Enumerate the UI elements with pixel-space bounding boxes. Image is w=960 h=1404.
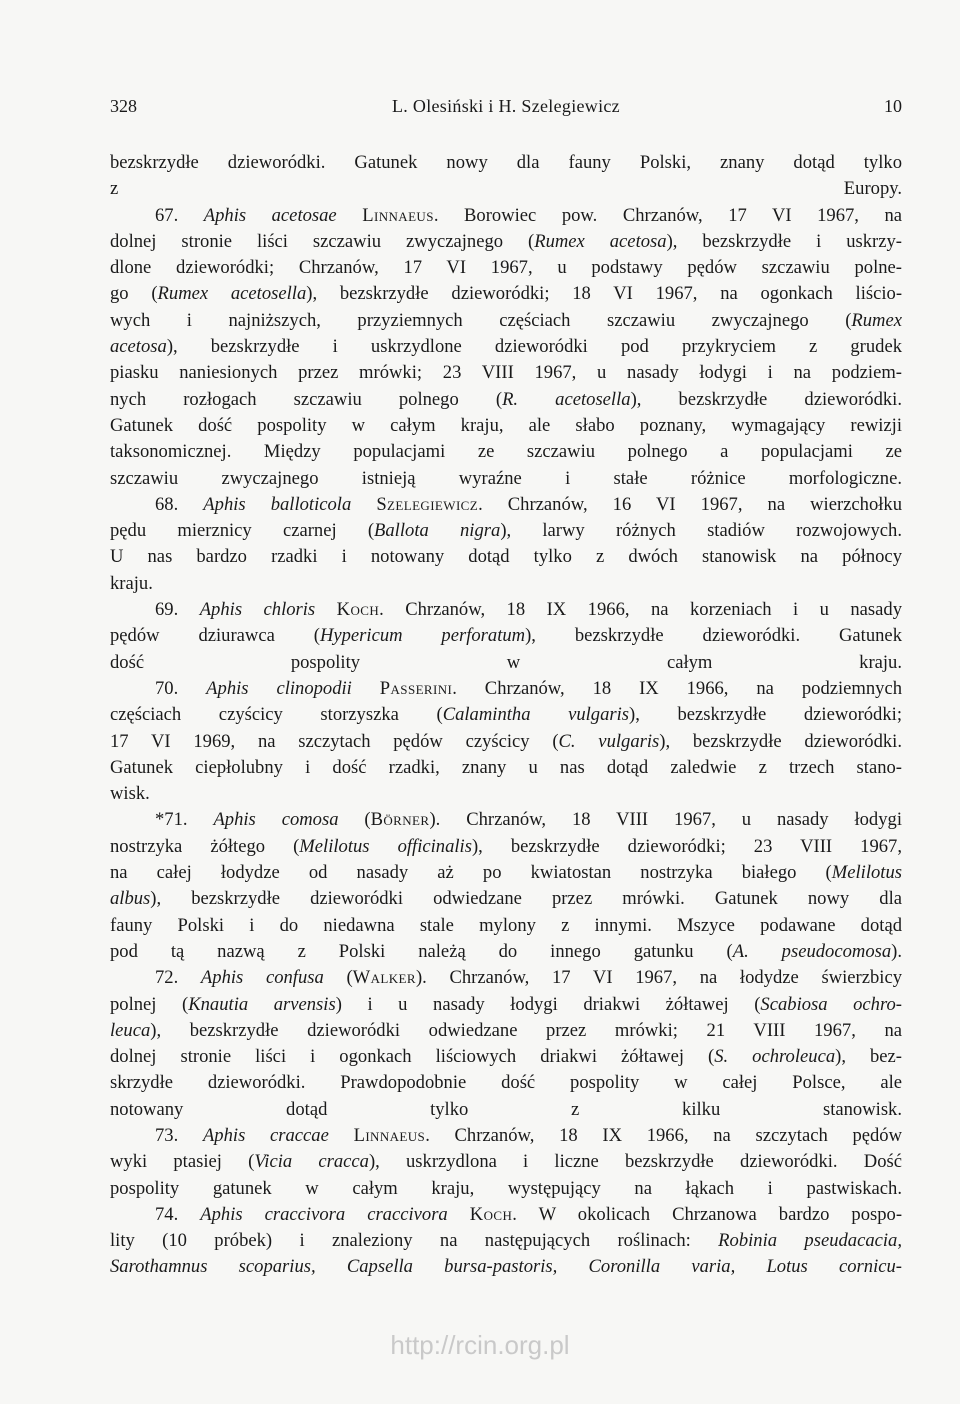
text-span: pędu mierznicy czarnej ( bbox=[110, 520, 375, 542]
text-line bbox=[110, 308, 902, 334]
text-span: polnej ( bbox=[110, 993, 189, 1015]
text-span: . W okolicach Chrzanowa bardzo pospo- bbox=[512, 1203, 903, 1225]
text-line bbox=[110, 702, 902, 728]
text-span: ), uskrzydlona i liczne bezskrzydłe dzieworódki. Dość bbox=[368, 1151, 902, 1173]
italic-taxon: A. pseudocomosa bbox=[732, 940, 892, 962]
italic-taxon: Vicia cracca bbox=[254, 1151, 369, 1173]
text-line bbox=[110, 492, 902, 518]
italic-taxon: Aphis craccae bbox=[202, 1124, 329, 1146]
italic-taxon: Aphis clinopodii bbox=[206, 677, 352, 699]
source-watermark: http://rcin.org.pl bbox=[390, 1330, 570, 1360]
italic-taxon: leuca bbox=[110, 1019, 151, 1041]
italic-taxon: Aphis balloticola bbox=[203, 493, 352, 515]
text-line bbox=[110, 1097, 902, 1123]
italic-taxon: Rumex bbox=[851, 309, 902, 331]
text-span: szczawiu zwyczajnego istnieją wyraźne i stałe różnice morfologiczne. bbox=[110, 467, 902, 489]
text-span: wyki ptasiej ( bbox=[110, 1151, 255, 1173]
text-span: 73. bbox=[155, 1124, 203, 1146]
text-span: pędów dziurawca ( bbox=[110, 625, 320, 647]
text-span: ), bezskrzydłe dzieworódki; 18 VI 1967, na ogonkach liścio- bbox=[306, 283, 903, 305]
text-line bbox=[110, 1070, 902, 1096]
italic-taxon: Ballota nigra bbox=[374, 520, 501, 542]
text-line bbox=[110, 1228, 902, 1254]
text-span: . Chrzanów, 16 VI 1967, na wierzchołku bbox=[478, 493, 903, 515]
text-span bbox=[329, 1125, 354, 1146]
text-span: fauny Polski i do niedawna stale mylony z innymi. Mszyce podawane dotąd bbox=[110, 914, 902, 936]
text-span: Gatunek dość pospolity w całym kraju, ale słabo poznany, wymagający rewizji bbox=[110, 414, 902, 436]
text-span: nostrzyka żółtego ( bbox=[110, 835, 300, 857]
text-span: lity (10 próbek) i znaleziony na następujących roślinach: bbox=[110, 1230, 719, 1252]
text-span bbox=[351, 494, 376, 515]
text-span: Gatunek ciepłolubny i dość rzadki, znany u nas dotąd zaledwie z trzech stano- bbox=[110, 756, 902, 778]
text-line bbox=[110, 176, 902, 202]
text-span: ), bezskrzydłe dzieworódki. bbox=[659, 730, 902, 752]
text-line bbox=[110, 413, 902, 439]
text-span: ). Chrzanów, 18 VIII 1967, u nasady łodygi bbox=[429, 809, 902, 831]
text-span: na całej łodydze od nasady aż po kwiatostan nostrzyka białego ( bbox=[110, 862, 832, 884]
text-span: notowany dotąd tylko z kilku stanowisk. bbox=[110, 1098, 902, 1120]
text-line bbox=[110, 913, 902, 939]
section-number: 10 bbox=[884, 96, 902, 116]
text-line bbox=[110, 439, 902, 465]
text-span: skrzydłe dzieworódki. Prawdopodobnie dość pospolity w całej Polsce, ale bbox=[110, 1072, 902, 1094]
text-span: pospolity gatunek w całym kraju, występujący na łąkach i pastwiskach. bbox=[110, 1177, 902, 1199]
text-line bbox=[110, 466, 902, 492]
italic-taxon: acetosa bbox=[110, 336, 167, 358]
text-span: 67. bbox=[155, 204, 204, 226]
text-span bbox=[448, 1204, 470, 1225]
text-line bbox=[110, 676, 902, 702]
text-line bbox=[110, 1149, 902, 1175]
text-line bbox=[110, 518, 902, 544]
text-span: ), bezskrzydłe dzieworódki odwiedzane przez mrówki; 21 VIII 1967, na bbox=[150, 1019, 902, 1041]
text-line bbox=[110, 229, 902, 255]
italic-taxon: Melilotus bbox=[831, 862, 902, 884]
italic-taxon: C. vulgaris bbox=[558, 730, 660, 752]
italic-taxon: Knautia arvensis bbox=[188, 993, 336, 1015]
text-span: 70. bbox=[155, 677, 207, 699]
author-name: Börner bbox=[370, 809, 430, 831]
text-line bbox=[110, 729, 902, 755]
text-span: ), bezskrzydłe i uskrzydlone dzieworódki pod przykryciem z grudek bbox=[166, 336, 902, 358]
text-span: ), bezskrzydłe dzieworódki. Gatunek bbox=[525, 625, 902, 647]
text-span: ), bez- bbox=[835, 1046, 902, 1068]
text-span: ), bezskrzydłe dzieworódki; 23 VIII 1967, bbox=[471, 835, 902, 857]
text-span: 68. bbox=[155, 493, 204, 515]
text-line bbox=[110, 965, 902, 991]
text-span: *71. bbox=[155, 809, 214, 831]
page-number: 328 bbox=[110, 96, 137, 116]
author-name: Koch bbox=[336, 599, 380, 621]
text-line bbox=[110, 650, 902, 676]
text-span: ( bbox=[338, 809, 371, 831]
text-span: częściach czyścicy storzyszka ( bbox=[110, 704, 443, 726]
italic-taxon: albus bbox=[110, 888, 151, 910]
text-line bbox=[110, 597, 902, 623]
text-line bbox=[110, 992, 902, 1018]
italic-taxon: Aphis comosa bbox=[213, 809, 339, 831]
text-span: z Europy. bbox=[110, 178, 902, 200]
text-span bbox=[337, 205, 363, 226]
running-title-authors: L. Olesiński i H. Szelegiewicz bbox=[392, 96, 620, 116]
text-span: U nas bardzo rzadki i notowany dotąd tylko z dwóch stanowisk na północy bbox=[110, 546, 902, 568]
text-line bbox=[110, 781, 902, 807]
text-span: ), bezskrzydłe dzieworódki. bbox=[630, 388, 902, 410]
text-span: taksonomicznej. Między populacjami ze szczawiu polnego a populacjami ze bbox=[110, 441, 902, 463]
author-name: Linnaeus bbox=[353, 1124, 426, 1146]
text-span: kraju. bbox=[110, 572, 153, 594]
text-span: ) i u nasady łodygi driakwi żółtawej ( bbox=[335, 993, 761, 1015]
text-line bbox=[110, 1044, 902, 1070]
text-span: ), bezskrzydłe dzieworódki odwiedzane przez mrówki. Gatunek nowy dla bbox=[150, 888, 902, 910]
text-line bbox=[110, 1123, 902, 1149]
text-line bbox=[110, 834, 902, 860]
text-line bbox=[110, 360, 902, 386]
author-name: Linnaeus bbox=[362, 204, 434, 226]
text-line bbox=[110, 623, 902, 649]
italic-taxon: Rumex acetosa bbox=[534, 230, 667, 252]
italic-taxon: Melilotus officinalis bbox=[299, 835, 472, 857]
text-span: ), bezskrzydłe dzieworódki; bbox=[629, 704, 902, 726]
text-line bbox=[110, 255, 902, 281]
text-span bbox=[352, 678, 380, 699]
author-name: Koch bbox=[469, 1203, 513, 1225]
text-span: . Chrzanów, 18 IX 1966, na korzeniach i u nasady bbox=[379, 599, 903, 621]
text-line bbox=[110, 544, 902, 570]
text-span: ). bbox=[891, 940, 903, 962]
italic-taxon: Aphis acetosae bbox=[203, 204, 337, 226]
text-line bbox=[110, 755, 902, 781]
text-span: 69. bbox=[155, 599, 200, 621]
text-span: . Chrzanów, 18 IX 1966, na szczytach pędów bbox=[425, 1124, 903, 1146]
text-span bbox=[315, 599, 336, 620]
text-line bbox=[110, 150, 902, 176]
text-span: dlone dzieworódki; Chrzanów, 17 VI 1967, u podstawy pędów szczawiu polne- bbox=[110, 257, 902, 279]
text-span: . Chrzanów, 18 IX 1966, na podziemnych bbox=[452, 677, 903, 699]
body-text bbox=[110, 150, 902, 1281]
italic-taxon: R. acetosella bbox=[502, 388, 631, 410]
italic-taxon: Rumex acetosella bbox=[157, 283, 307, 305]
text-line bbox=[110, 860, 902, 886]
italic-taxon: S. ochroleuca bbox=[714, 1046, 836, 1068]
text-span: ), larwy różnych stadiów rozwojowych. bbox=[500, 520, 902, 542]
text-span: pod tą nazwą z Polski należą do innego gatunku ( bbox=[110, 940, 733, 962]
text-span: bezskrzydłe dzieworódki. Gatunek nowy dla fauny Polski, znany dotąd tylko bbox=[110, 152, 902, 173]
text-line bbox=[110, 807, 902, 833]
text-span: piasku naniesionych przez mrówki; 23 VIII 1967, u nasady łodygi i na podziem- bbox=[110, 362, 902, 384]
text-line bbox=[110, 571, 902, 597]
text-span: dolnej stronie liści szczawiu zwyczajnego ( bbox=[110, 230, 535, 252]
text-span: wych i najniższych, przyziemnych częściach szczawiu zwyczajnego ( bbox=[110, 309, 852, 331]
text-span: . Borowiec pow. Chrzanów, 17 VI 1967, na bbox=[433, 204, 903, 226]
text-line bbox=[110, 203, 902, 229]
author-name: Szelegiewicz bbox=[376, 493, 479, 515]
text-line bbox=[110, 1176, 902, 1202]
text-span: 74. bbox=[155, 1203, 201, 1225]
text-line bbox=[110, 387, 902, 413]
text-span: ), bezskrzydłe i uskrzy- bbox=[666, 230, 902, 252]
text-line bbox=[110, 281, 902, 307]
author-name: Walker bbox=[352, 967, 416, 989]
text-span: 72. bbox=[155, 967, 201, 989]
text-line bbox=[110, 1254, 902, 1280]
text-span: ( bbox=[323, 967, 353, 989]
italic-taxon: Calamintha vulgaris bbox=[442, 704, 630, 726]
text-span: dość pospolity w całym kraju. bbox=[110, 651, 902, 673]
running-header bbox=[110, 96, 902, 122]
text-span: ). Chrzanów, 17 VI 1967, na łodydze świerzbicy bbox=[415, 967, 903, 989]
text-span: 17 VI 1969, na szczytach pędów czyścicy ( bbox=[110, 730, 559, 752]
text-line bbox=[110, 886, 902, 912]
italic-taxon: Sarothamnus scoparius, Capsella bursa-pastoris, Coronilla varia, Lotus cornicu- bbox=[110, 1256, 902, 1278]
text-line bbox=[110, 1202, 902, 1228]
italic-taxon: Scabiosa ochro- bbox=[760, 993, 903, 1015]
italic-taxon: Aphis confusa bbox=[200, 967, 324, 989]
text-span: nych rozłogach szczawiu polnego ( bbox=[110, 388, 503, 410]
text-line bbox=[110, 1018, 902, 1044]
italic-taxon: Robinia pseudacacia, bbox=[718, 1230, 902, 1252]
text-span: wisk. bbox=[110, 783, 150, 805]
italic-taxon: Aphis chloris bbox=[199, 599, 316, 621]
author-name: Passerini bbox=[379, 677, 453, 699]
text-line bbox=[110, 939, 902, 965]
italic-taxon: Aphis craccivora craccivora bbox=[200, 1203, 448, 1225]
text-line bbox=[110, 334, 902, 360]
text-span: go ( bbox=[110, 283, 158, 305]
italic-taxon: Hypericum perforatum bbox=[319, 625, 526, 647]
text-span: dolnej stronie liści i ogonkach liściowych driakwi żółtawej ( bbox=[110, 1046, 715, 1068]
